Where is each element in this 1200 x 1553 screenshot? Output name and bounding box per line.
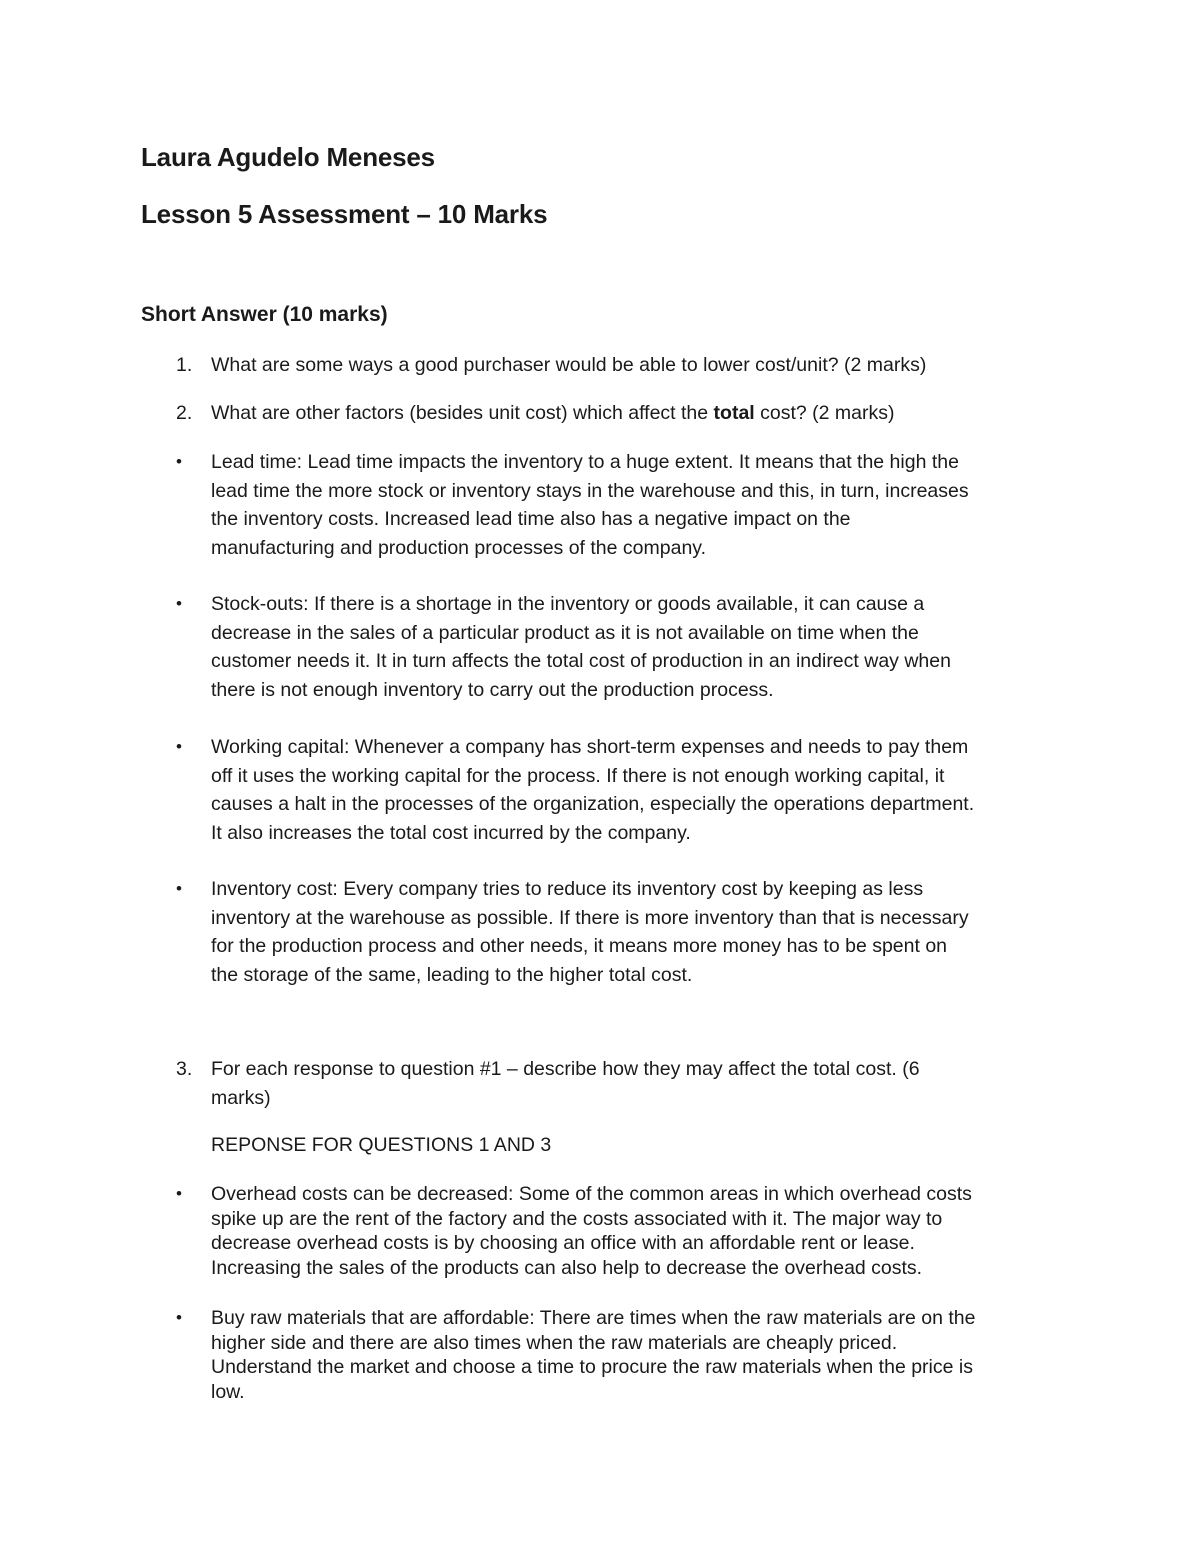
paragraph-line: the inventory costs. Increased lead time also has a negative impact on the — [211, 508, 851, 530]
paragraph-line: Overhead costs can be decreased: Some of the common areas in which overhead costs — [211, 1183, 972, 1205]
paragraph-line: Lead time: Lead time impacts the inventory to a huge extent. It means that the high the — [211, 451, 959, 473]
paragraph-line: Working capital: Whenever a company has short-term expenses and needs to pay them — [211, 736, 969, 758]
bullet-glyph: • — [176, 1308, 182, 1327]
paragraph-line: for the production process and other needs, it means more money has to be spent on — [211, 935, 948, 957]
paragraph-line: spike up are the rent of the factory and the costs associated with it. The major way to — [211, 1207, 943, 1230]
response-heading — [211, 1131, 1071, 1160]
factor-inventory-cost — [211, 875, 1071, 989]
paragraph-line: marks) — [211, 1086, 271, 1109]
assessment-title: Lesson 5 Assessment – 10 Marks — [141, 199, 548, 229]
bullet-glyph: • — [176, 1184, 182, 1203]
response-heading-text: REPONSE FOR QUESTIONS 1 AND 3 — [211, 1134, 552, 1156]
paragraph-line: inventory at the warehouse as possible. If there is more inventory than that is necessary — [211, 906, 969, 929]
paragraph-line: off it uses the working capital for the process. If there is not enough working capital, it — [211, 764, 945, 787]
paragraph-line: customer needs it. It in turn affects the total cost of production in an indirect way when — [211, 650, 951, 672]
factor-working-capital — [211, 733, 1071, 847]
paragraph-line: Stock-outs: If there is a shortage in the inventory or goods available, it can cause a — [211, 593, 925, 615]
question-1-number: 1. — [176, 354, 193, 376]
section-heading: Short Answer (10 marks) — [141, 303, 388, 326]
question-2-text-after: cost? (2 marks) — [754, 402, 895, 424]
bullet-glyph: • — [176, 452, 182, 471]
paragraph-line: there is not enough inventory to carry out the production process. — [211, 678, 774, 701]
author-name: Laura Agudelo Meneses — [141, 142, 435, 172]
paragraph-line: Increasing the sales of the products can also help to decrease the overhead costs. — [211, 1256, 923, 1279]
question-2-text — [211, 399, 1071, 428]
paragraph-line: manufacturing and production processes of the company. — [211, 536, 707, 559]
response-raw-materials — [211, 1306, 1071, 1404]
paragraph-line: decrease in the sales of a particular product as it is not available on time when the — [211, 621, 919, 644]
bullet-glyph: • — [176, 879, 182, 898]
paragraph-line: low. — [211, 1380, 245, 1403]
paragraph-line: lead time the more stock or inventory stays in the warehouse and this, in turn, increases — [211, 479, 969, 502]
bullet-glyph: • — [176, 737, 182, 756]
factor-lead-time — [211, 448, 1071, 562]
question-1-text — [211, 351, 1071, 380]
question-2-text-before: What are other factors (besides unit cost) which affect the — [211, 402, 714, 424]
bullet-glyph: • — [176, 594, 182, 613]
paragraph-line: decrease overhead costs is by choosing an office with an affordable rent or lease. — [211, 1232, 915, 1254]
paragraph-line: Inventory cost: Every company tries to reduce its inventory cost by keeping as less — [211, 878, 924, 900]
question-1-line: What are some ways a good purchaser would be able to lower cost/unit? (2 marks) — [211, 354, 927, 376]
question-2-line — [211, 399, 1071, 428]
question-2-bold-word: total — [713, 402, 755, 424]
question-3-number: 3. — [176, 1058, 193, 1080]
paragraph-line: Buy raw materials that are affordable: There are times when the raw materials are on the — [211, 1307, 976, 1329]
paragraph-line: the storage of the same, leading to the higher total cost. — [211, 963, 693, 986]
paragraph-line: higher side and there are also times when the raw materials are cheaply priced. — [211, 1331, 898, 1354]
paragraph-line: For each response to question #1 – describe how they may affect the total cost. (6 — [211, 1058, 920, 1080]
question-2-number: 2. — [176, 402, 193, 424]
paragraph-line: It also increases the total cost incurred by the company. — [211, 821, 691, 844]
response-overhead-costs — [211, 1182, 1071, 1280]
question-3-text — [211, 1055, 1071, 1112]
paragraph-line: causes a halt in the processes of the organization, especially the operations department. — [211, 793, 975, 815]
paragraph-line: Understand the market and choose a time to procure the raw materials when the price is — [211, 1356, 973, 1378]
factor-stock-outs — [211, 590, 1071, 704]
